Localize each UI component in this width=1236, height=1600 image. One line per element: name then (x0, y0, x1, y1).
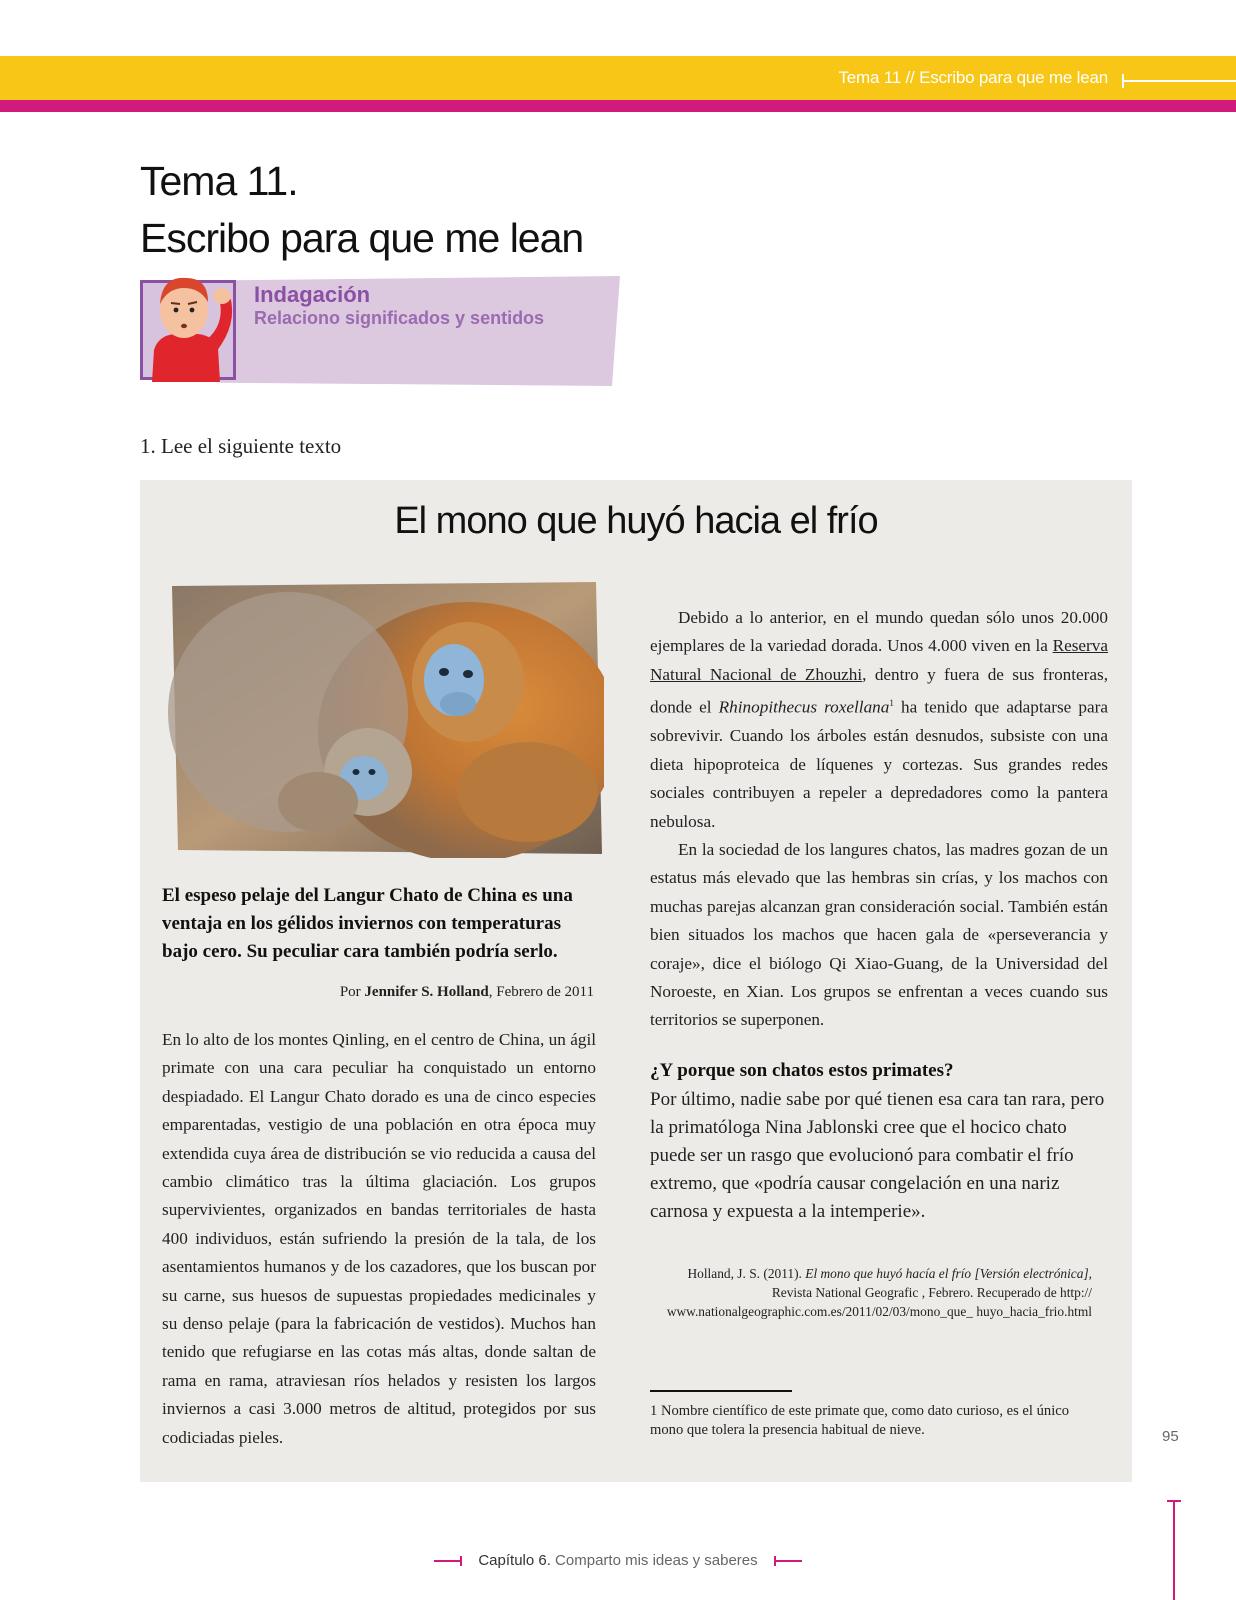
instruction: 1. Lee el siguiente texto (140, 434, 342, 458)
paragraph (650, 604, 1108, 836)
reserve-link[interactable]: Reserva Natural Nacional de Zhouzhi (650, 636, 1108, 684)
footer-rule-left (434, 1556, 462, 1566)
citation (650, 1264, 1092, 1321)
citation-title: El mono que huyó hacía el frío [Versión electrónica], (805, 1266, 1092, 1281)
page-title: Escribo para que me lean (140, 215, 584, 261)
paragraph: En lo alto de los montes Qinling, en el centro de China, un ágil primate con una cara peculiar ha conquistado un entorno despiadado. El Langur Chato dorado es una de cinco especies emparentadas, vestigio de una población en otra época muy extendida cuya área de distribución se vio reducida a causa del cambio climático tras la última glaciación. Los grupos supervivientes, organizados en bandas territoriales de hasta 400 individuos, están sufriendo la presión de la tala, de los asentamientos humanos y de los cazadores, que los buscan por su carne, sus huesos de supuestas propiedades medicinales y su denso pelaje (para la fabricación de vestidos). Muchos han tenido que refugiarse en las cotas más altas, donde saltan de rama en rama, atraviesan ríos helados y resisten los largos inviernos a casi 3.000 metros de altitud, protegidos por sus codiciadas pieles. (162, 1030, 596, 1447)
byline (162, 984, 594, 1001)
section-paragraph: Por último, nadie sabe por qué tienen esa cara tan rara, pero la primatóloga Nina Jablonski cree que el hocico chato puede ser un rasgo que evolucionó para combatir el frío extremo, que «podría causar congelación en una nariz carnosa y expuesta a la intemperie». (650, 1089, 1105, 1222)
section-heading: ¿Y porque son chatos estos primates? (650, 1060, 954, 1081)
article-right-column (650, 604, 1108, 1035)
indagacion-sublabel: Relaciono significados y sentidos (254, 308, 545, 328)
page-footer (0, 1552, 1236, 1569)
margin-rule (1173, 1500, 1175, 1600)
page-title-number: Tema 11. (140, 158, 298, 204)
text-run: , dentro y fuera de sus fronteras, donde el (650, 664, 1109, 717)
snub-nosed-monkey-photo (168, 582, 604, 858)
byline-prefix: Por (339, 984, 365, 1000)
indagacion-banner (140, 276, 620, 388)
footnote-rule (650, 1390, 792, 1392)
page-number: 95 (1162, 1428, 1179, 1445)
text-run: Debido a lo anterior, en el mundo quedan sólo unos 20.000 ejemplares de la variedad dorada. Unos 4.000 viven en la (650, 608, 1108, 656)
running-title: Tema 11 // Escribo para que me lean (838, 68, 1108, 87)
article-panel (140, 480, 1132, 1482)
byline-date: , Febrero de 2011 (488, 984, 594, 1000)
citation-author: Holland, J. S. (2011). (687, 1266, 806, 1281)
footer-rule-right (774, 1556, 802, 1566)
header-accent-stripe (0, 100, 1236, 112)
byline-author: Jennifer S. Holland (364, 984, 489, 1000)
header-rule (1122, 80, 1236, 82)
footnote: 1 Nombre científico de este primate que, como dato curioso, es el único mono que tolera la presencia habitual de nieve. (650, 1403, 1070, 1438)
species-name: Rhinopithecus roxellana (718, 697, 890, 717)
footnote-ref: 1 (889, 698, 894, 709)
footer-chapter: Capítulo 6. (478, 1552, 551, 1569)
article-title: El mono que huyó hacia el frío (394, 500, 878, 542)
paragraph: En la sociedad de los langures chatos, las madres gozan de un estatus más elevado que las hembras sin crías, y los machos con muchas parejas alcanzan gran consideración social. También están bien situados los machos que hacen gala de «perseverancia y coraje», dice el biólogo Qi Xiao-Guang, de la Universidad del Noroeste, en Xian. Los grupos se enfrentan a veces cuando sus territorios se superponen. (650, 839, 1108, 1030)
indagacion-label: Indagación (254, 282, 371, 307)
text-run: ha tenido que adaptarse para sobrevivir. Cuando los árboles están desnudos, subsiste con una dieta hipoproteica de líquenes y cortezas. Sus grandes redes sociales contribuyen a repeler a depredadores como la pantera nebulosa. (650, 697, 1108, 831)
citation-source: Revista National Geografic , Febrero. Recuperado de http:// www.nationalgeographic.com.es/2011/02/03/mono_que_ huyo_hacia_frio.html (666, 1285, 1092, 1319)
article-lead: El espeso pelaje del Langur Chato de China es una ventaja en los gélidos inviernos con temperaturas bajo cero. Su peculiar cara también podría serlo. (162, 885, 573, 962)
footer-chapter-title: Comparto mis ideas y saberes (550, 1552, 758, 1569)
article-left-column (162, 1026, 596, 1452)
thinking-boy-icon (144, 266, 244, 382)
